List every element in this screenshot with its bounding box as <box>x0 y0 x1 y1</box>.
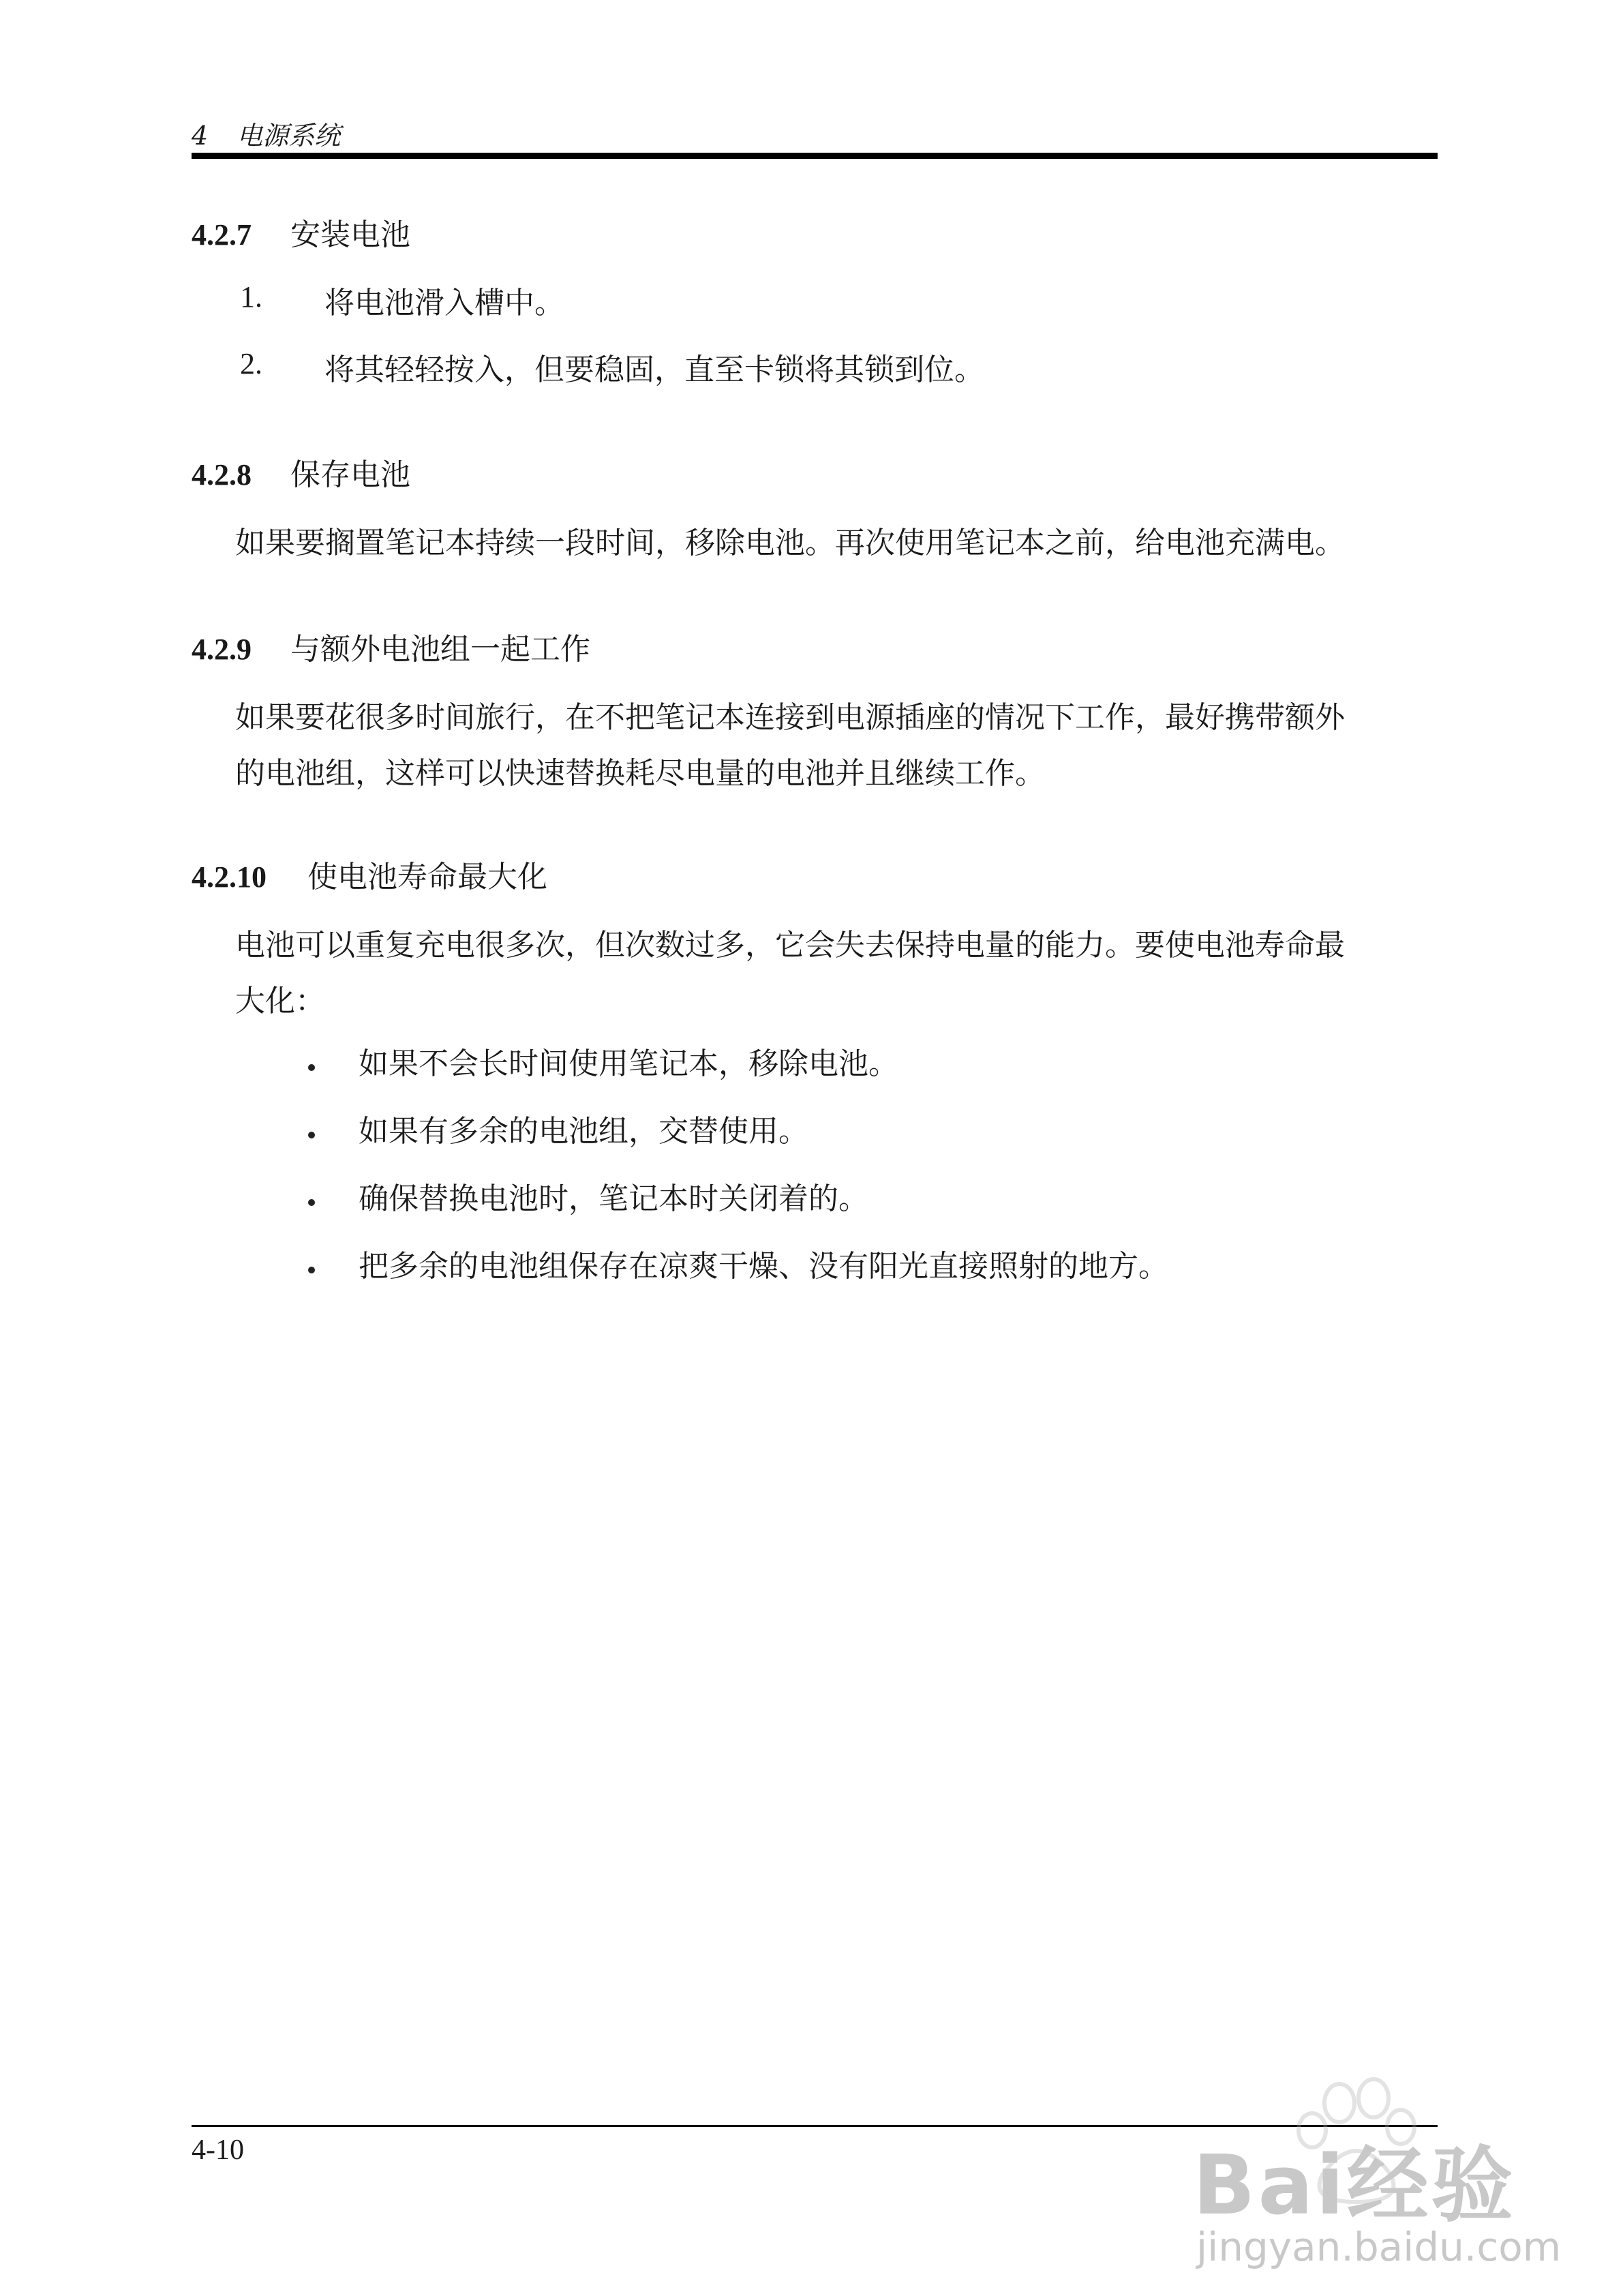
section-heading-4-2-7 <box>192 210 410 254</box>
list-item: 将其轻轻按入，但要稳固，直至卡锁将其锁到位。 <box>324 352 984 387</box>
running-header <box>192 115 340 152</box>
chapter-title: 电源系统 <box>237 121 341 151</box>
paragraph-line: 大化： <box>235 984 325 1018</box>
page-number: 4-10 <box>192 2134 244 2166</box>
list-number: 1. <box>240 280 262 314</box>
section-heading-4-2-9 <box>192 624 590 668</box>
watermark-logo-text: Bai经验 <box>1193 2139 1516 2233</box>
paragraph-line: 如果要花很多时间旅行，在不把笔记本连接到电源插座的情况下工作，最好携带额外 <box>235 700 1345 735</box>
section-number: 4.2.8 <box>192 458 252 492</box>
section-title: 使电池寿命最大化 <box>307 860 547 894</box>
section-title: 安装电池 <box>290 217 410 252</box>
paragraph-line: 的电池组，这样可以快速替换耗尽电量的电池并且继续工作。 <box>235 756 1045 791</box>
section-number: 4.2.7 <box>192 218 252 252</box>
list-item: 将电池滑入槽中。 <box>324 286 564 320</box>
bullet-item: 确保替换电池时，笔记本时关闭着的。 <box>359 1181 868 1216</box>
bullet-item: 如果不会长时间使用笔记本，移除电池。 <box>359 1046 898 1081</box>
section-number: 4.2.9 <box>192 633 252 666</box>
bullet-dot <box>308 1064 315 1071</box>
section-heading-4-2-8 <box>192 450 410 494</box>
bullet-dot <box>308 1267 315 1273</box>
bullet-dot <box>308 1199 315 1206</box>
watermark-url: jingyan.baidu.com <box>1196 2224 1562 2270</box>
section-title: 保存电池 <box>290 457 410 492</box>
paragraph: 如果要搁置笔记本持续一段时间，移除电池。再次使用笔记本之前，给电池充满电。 <box>235 526 1345 560</box>
paragraph-line: 电池可以重复充电很多次，但次数过多，它会失去保持电量的能力。要使电池寿命最 <box>235 928 1345 963</box>
bullet-item: 把多余的电池组保存在凉爽干燥、没有阳光直接照射的地方。 <box>359 1249 1168 1284</box>
chapter-number: 4 <box>192 121 209 151</box>
section-title: 与额外电池组一起工作 <box>290 632 590 667</box>
section-number: 4.2.10 <box>192 860 267 894</box>
bullet-item: 如果有多余的电池组，交替使用。 <box>359 1114 808 1149</box>
list-number: 2. <box>240 347 262 380</box>
header-rule <box>192 153 1438 159</box>
section-heading-4-2-10 <box>192 852 547 896</box>
bullet-dot <box>308 1132 315 1138</box>
